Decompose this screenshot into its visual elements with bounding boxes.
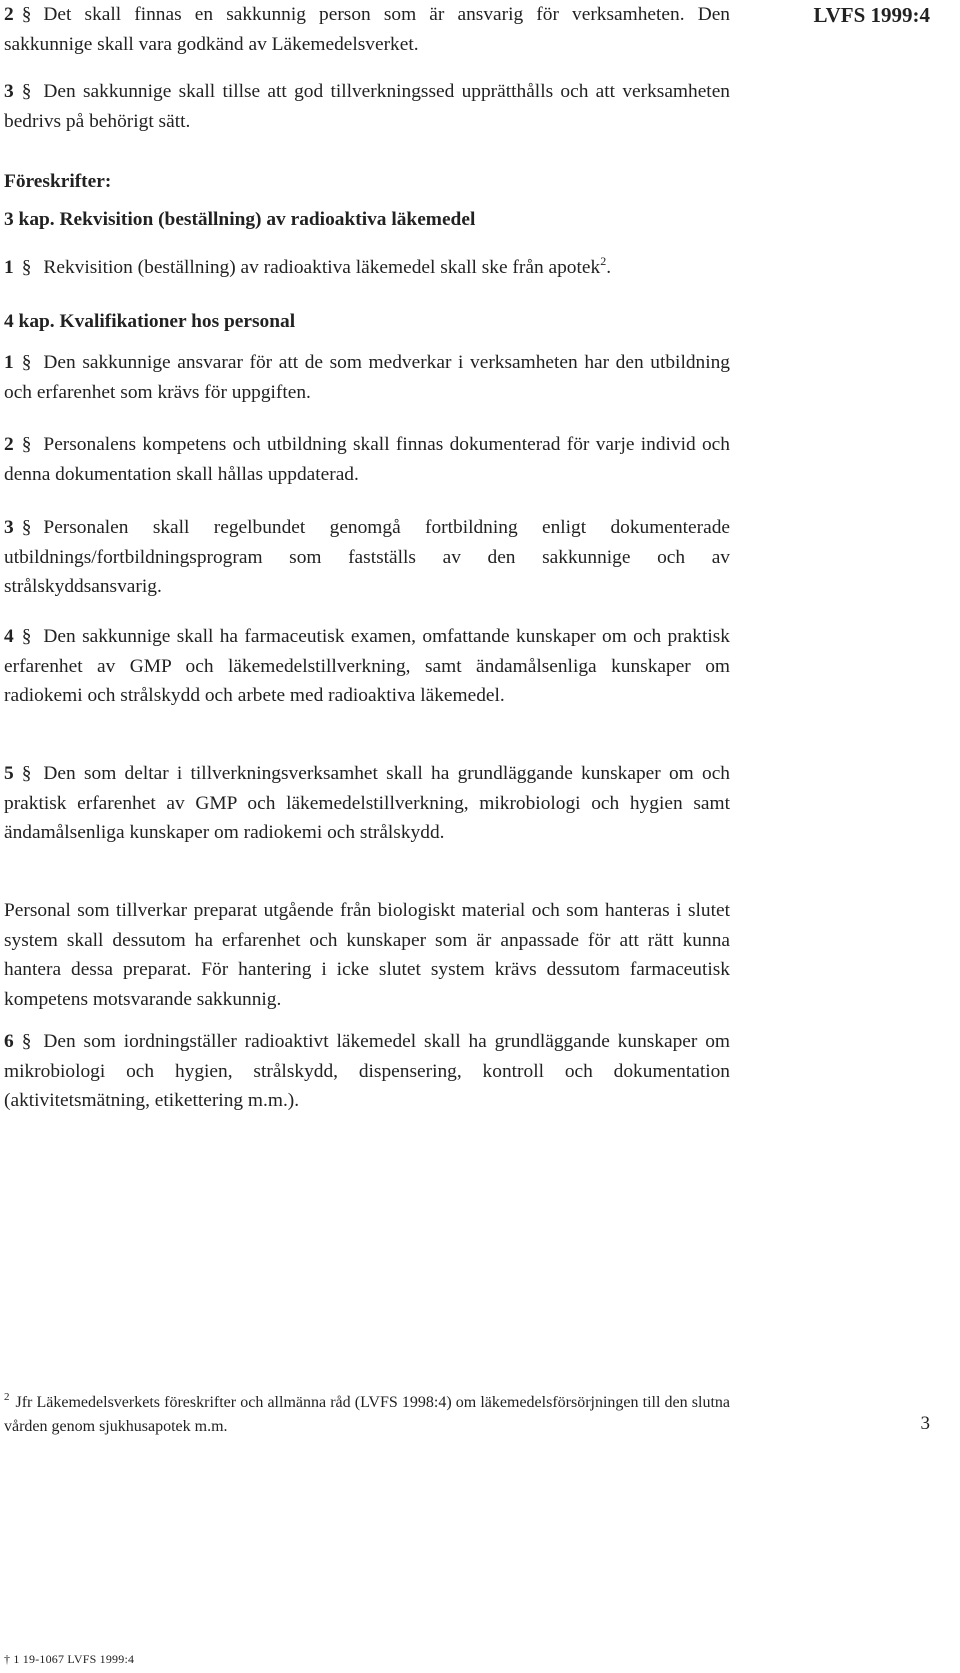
footnote-marker: 2 <box>4 1391 10 1403</box>
paragraph-number: 3 <box>4 517 14 538</box>
kap4-paragraph-1 <box>4 348 730 407</box>
kap4-paragraph-3 <box>4 513 730 602</box>
header-code: LVFS 1999:4 <box>813 3 930 27</box>
paragraph-end: . <box>606 257 612 278</box>
paragraph-text: Den sakkunnige ansvarar för att de som medverkar i verksamheten har den utbildning och erfarenhet som krävs för uppgiften. <box>4 352 730 403</box>
paragraph-number: 2 <box>4 4 14 25</box>
section-symbol: § <box>21 626 32 647</box>
paragraph-text: Den sakkunnige skall tillse att god tillverkningssed upprätthålls och att verksamheten bedrivs på behörigt sätt. <box>4 81 730 132</box>
paragraph-intro-3 <box>4 77 730 136</box>
paragraph-number: 5 <box>4 763 14 784</box>
paragraph-text: Personal som tillverkar preparat utgående från biologiskt material och som hanteras i slutet system skall dessutom ha erfarenhet och kunskaper som är anpassade för att rätt kunna hantera dessa preparat. För hantering i icke slutet system krävs dessutom farmaceutisk kompetens motsvarande sakkunnig. <box>4 900 730 1010</box>
paragraph-number: 2 <box>4 434 14 455</box>
section-symbol: § <box>21 81 32 102</box>
paragraph-number: 1 <box>4 352 14 373</box>
paragraph-text: Personalens kompetens och utbildning skall finnas dokumenterad för varje individ och denna dokumentation skall hållas uppdaterad. <box>4 434 730 485</box>
section-symbol: § <box>21 1031 32 1052</box>
foreskrifter-heading: Föreskrifter: <box>4 171 112 192</box>
paragraph-intro-2 <box>4 0 730 59</box>
page-number: 3 <box>920 1413 930 1434</box>
kap3-heading: 3 kap. Rekvisition (beställning) av radioaktiva läkemedel <box>4 209 476 230</box>
kap4-paragraph-6 <box>4 1027 730 1116</box>
paragraph-text: Rekvisition (beställning) av radioaktiva läkemedel skall ske från apotek <box>43 257 601 278</box>
kap4-paragraph-5 <box>4 759 730 848</box>
section-symbol: § <box>21 352 32 373</box>
footnote <box>4 1385 730 1439</box>
print-line: † 1 19-1067 LVFS 1999:4 <box>4 1652 135 1666</box>
section-symbol: § <box>21 763 32 784</box>
paragraph-text: Det skall finnas en sakkunnig person som är ansvarig för verksamheten. Den sakkunnige skall vara godkänd av Läkemedelsverket. <box>4 4 730 55</box>
section-symbol: § <box>21 434 32 455</box>
paragraph-text: Den som deltar i tillverkningsverksamhet skall ha grundläggande kunskaper om och praktisk erfarenhet av GMP och läkemedelstillverkning, mikrobiologi och hygien samt ändamålsenliga kunskaper om radiokemi och strålskydd. <box>4 763 730 843</box>
kap4-paragraph-2 <box>4 430 730 489</box>
paragraph-text: Personalen skall regelbundet genomgå fortbildning enligt dokumenterade utbildnings/fortbildningsprogram som fastställs av den sakkunnige och av strålskyddsansvarig. <box>4 517 730 597</box>
paragraph-text: Den som iordningställer radioaktivt läkemedel skall ha grundläggande kunskaper om mikrobiologi och hygien, strålskydd, dispensering, kontroll och dokumentation (aktivitetsmätning, etikettering m.m.). <box>4 1031 730 1111</box>
kap4-paragraph-5-continued <box>4 896 730 1014</box>
section-symbol: § <box>21 4 32 25</box>
paragraph-number: 1 <box>4 257 14 278</box>
kap3-paragraph-1 <box>4 247 730 283</box>
footnote-reference: 2 <box>600 254 607 268</box>
paragraph-text: Den sakkunnige skall ha farmaceutisk examen, omfattande kunskaper om och praktisk erfarenhet av GMP och läkemedelstillverkning, samt ändamålsenliga kunskaper om radiokemi och strålskydd och arbete med radioaktiva läkemedel. <box>4 626 730 706</box>
footnote-text: Jfr Läkemedelsverkets föreskrifter och allmänna råd (LVFS 1998:4) om läkemedelsförsörjningen till den slutna vården genom sjukhusapotek m.m. <box>4 1394 730 1435</box>
section-symbol: § <box>21 257 32 278</box>
kap4-paragraph-4 <box>4 622 730 711</box>
paragraph-number: 4 <box>4 626 14 647</box>
section-symbol: § <box>21 517 32 538</box>
paragraph-number: 6 <box>4 1031 14 1052</box>
kap4-heading: 4 kap. Kvalifikationer hos personal <box>4 311 296 332</box>
paragraph-number: 3 <box>4 81 14 102</box>
